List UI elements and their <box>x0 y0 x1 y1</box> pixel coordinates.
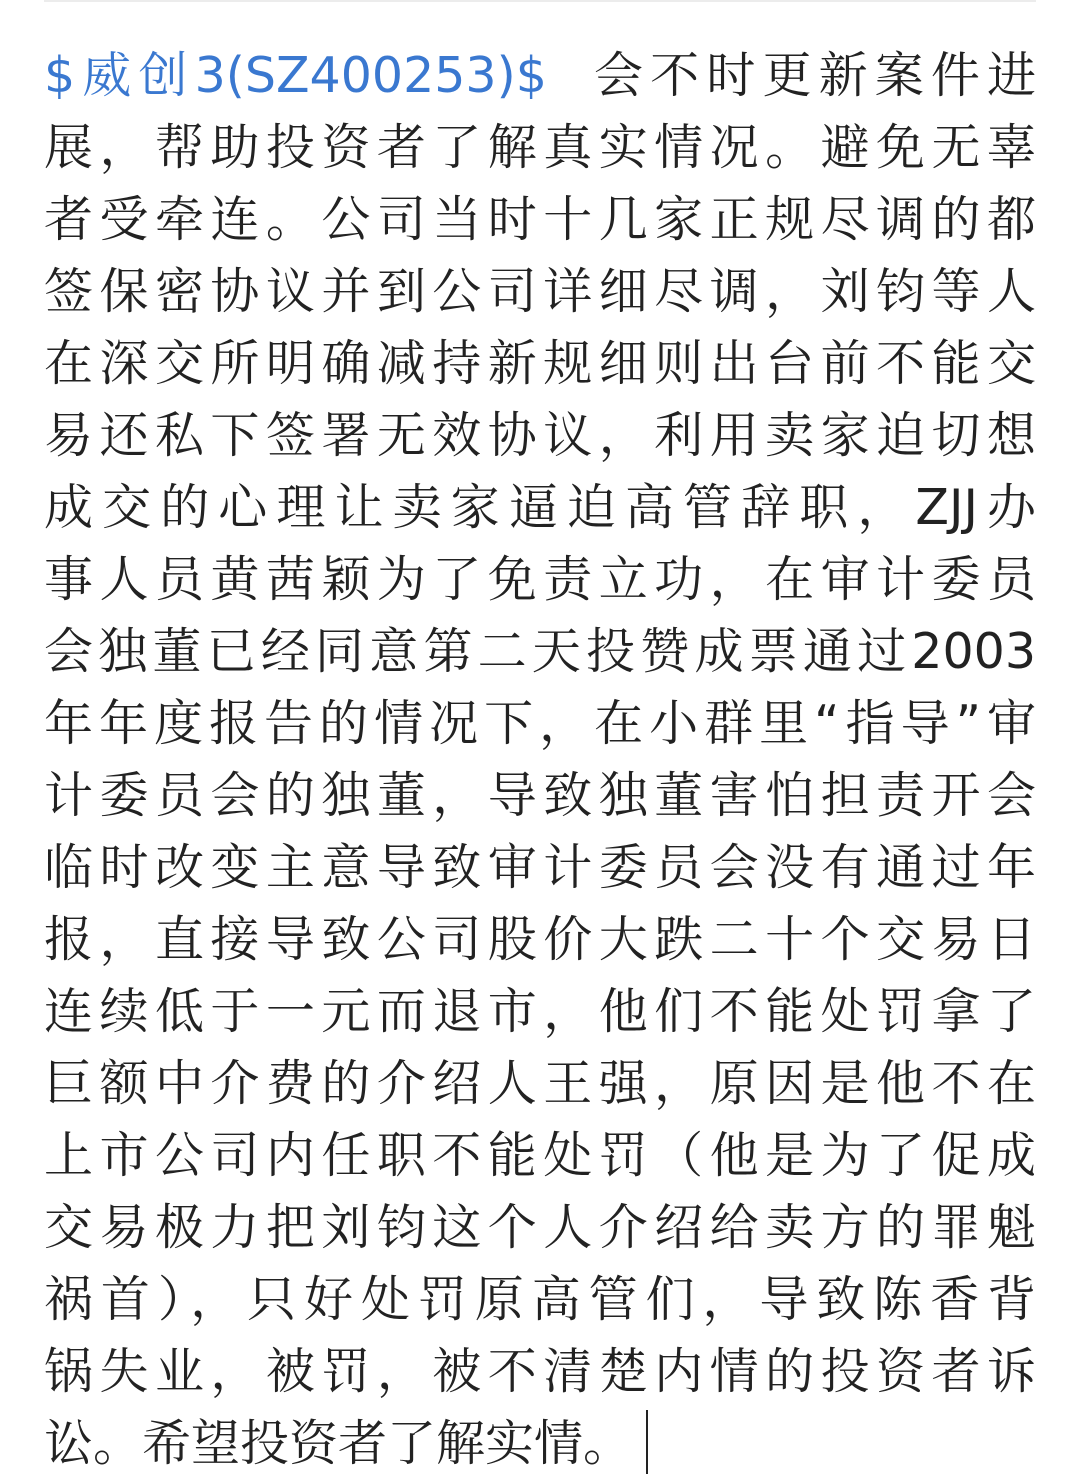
text-line-content: 会不时更新案件进 <box>586 47 1036 104</box>
text-line: 临时改变主意导致审计委员会没有通过年 <box>44 839 1036 896</box>
text-line <box>44 40 1036 112</box>
text-line: 成交的心理让卖家逼迫高管辞职，ZJJ办 <box>44 479 1036 536</box>
text-line: 巨额中介费的介绍人王强，原因是他不在 <box>44 1055 1036 1112</box>
text-line: 年年度报告的情况下，在小群里“指导”审 <box>44 695 1036 752</box>
top-divider <box>44 0 1036 2</box>
text-line: 连续低于一元而退市，他们不能处罚拿了 <box>44 983 1036 1040</box>
text-line <box>44 1408 1036 1480</box>
text-cursor <box>646 1410 648 1474</box>
text-line: 锅失业，被罚，被不清楚内情的投资者诉 <box>44 1343 1036 1400</box>
text-line: 易还私下签署无效协议，利用卖家迫切想 <box>44 407 1036 464</box>
post-text-editor[interactable] <box>44 40 1036 1476</box>
text-line: 签保密协议并到公司详细尽调，刘钧等人 <box>44 263 1036 320</box>
text-line: 会独董已经同意第二天投赞成票通过2003 <box>44 623 1036 680</box>
text-line: 祸首），只好处罚原高管们，导致陈香背 <box>44 1271 1036 1328</box>
text-line: 展，帮助投资者了解真实情况。避免无辜 <box>44 119 1036 176</box>
stock-link[interactable]: $威创3(SZ400253)$ <box>44 47 547 104</box>
text-line: 报，直接导致公司股价大跌二十个交易日 <box>44 911 1036 968</box>
text-line: 在深交所明确减持新规细则出台前不能交 <box>44 335 1036 392</box>
text-line: 计委员会的独董，导致独董害怕担责开会 <box>44 767 1036 824</box>
text-line-content: 讼。希望投资者了解实情。 <box>44 1415 633 1472</box>
text-line: 事人员黄茜颖为了免责立功，在审计委员 <box>44 551 1036 608</box>
text-line: 交易极力把刘钧这个人介绍给卖方的罪魁 <box>44 1199 1036 1256</box>
text-line: 上市公司内任职不能处罚（他是为了促成 <box>44 1127 1036 1184</box>
text-line: 者受牵连。公司当时十几家正规尽调的都 <box>44 191 1036 248</box>
